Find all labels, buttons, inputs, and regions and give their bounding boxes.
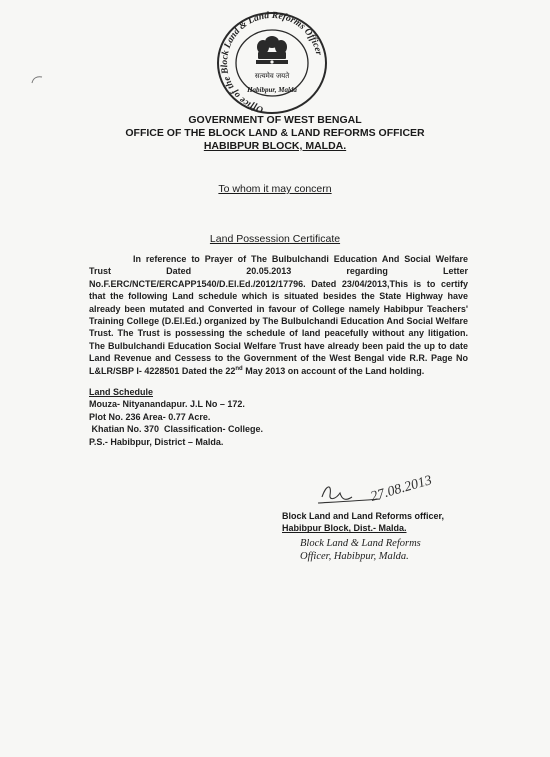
official-rubber-stamp [300,537,421,563]
office-seal [213,8,331,120]
schedule-line-plot: Plot No. 236 Area- 0.77 Acre. [89,411,211,422]
land-schedule [89,386,263,448]
seal-motto: सत्यमेव जयते [254,72,290,80]
header-office: OFFICE OF THE BLOCK LAND & LAND REFORMS OFFICER [125,127,425,139]
signatory-title: Block Land and Land Reforms officer, [282,511,445,521]
handwritten-signature [310,455,470,515]
body-text-part1: In reference to Prayer of The Bulbulchandi Education And Social Welfare Trust Dated 20.05.2013 regarding Letter No.F.ERC/NCTE/ERCAPP1540/D.El.Ed./2012/17796. Dated 23/04/2013,This is to certify that the following Land schedule which is situated besides the State Highway have already been mutated and Converted in favour of College namely Habibpur Teachers' Training College (D.El.Ed.) organized by The Bulbulchandi Education And Social Welfare Trust. The Trust is possessing the schedule of land peacefully without any litigation. The Bulbulchandi Education Social Welfare Trust have already been paid the up to date Land Revenue and Cessess to the Government of the West Bengal vide R.R. Page No L&LR/SBP I- 4228501 Dated the 22 [89,254,468,376]
stamp-line1: Block Land & Land Reforms [300,538,421,549]
land-schedule-title: Land Schedule [89,387,154,397]
header-government: GOVERNMENT OF WEST BENGAL [188,114,362,126]
schedule-line-khatian: Khatian No. 370 Classification- College. [89,424,264,435]
schedule-line-mouza: Mouza- Nityanandapur. J.L No – 172. [89,399,245,410]
body-text-part2: May 2013 on account of the Land holding. [242,365,425,376]
corner-mark-icon [30,75,44,85]
certificate-title: Land Possession Certificate [209,233,341,245]
to-whom-heading: To whom it may concern [218,183,332,195]
emblem-icon [256,36,288,64]
signatory-block [282,510,444,535]
signature-date: 27.08.2013 [368,473,434,505]
body-date-suffix: nd [235,365,243,372]
schedule-line-ps: P.S.- Habibpur, District – Malda. [89,436,224,447]
seal-ring-text: Office of the Block Land & Land Reforms Officer [220,10,324,115]
stamp-line2: Officer, Habibpur, Malda. [300,551,409,562]
header-block: HABIBPUR BLOCK, MALDA. [203,140,347,152]
seal-location: Habibpur, Malda [247,86,297,94]
certificate-body [89,253,468,377]
signatory-office: Habibpur Block, Dist.- Malda. [282,523,407,534]
